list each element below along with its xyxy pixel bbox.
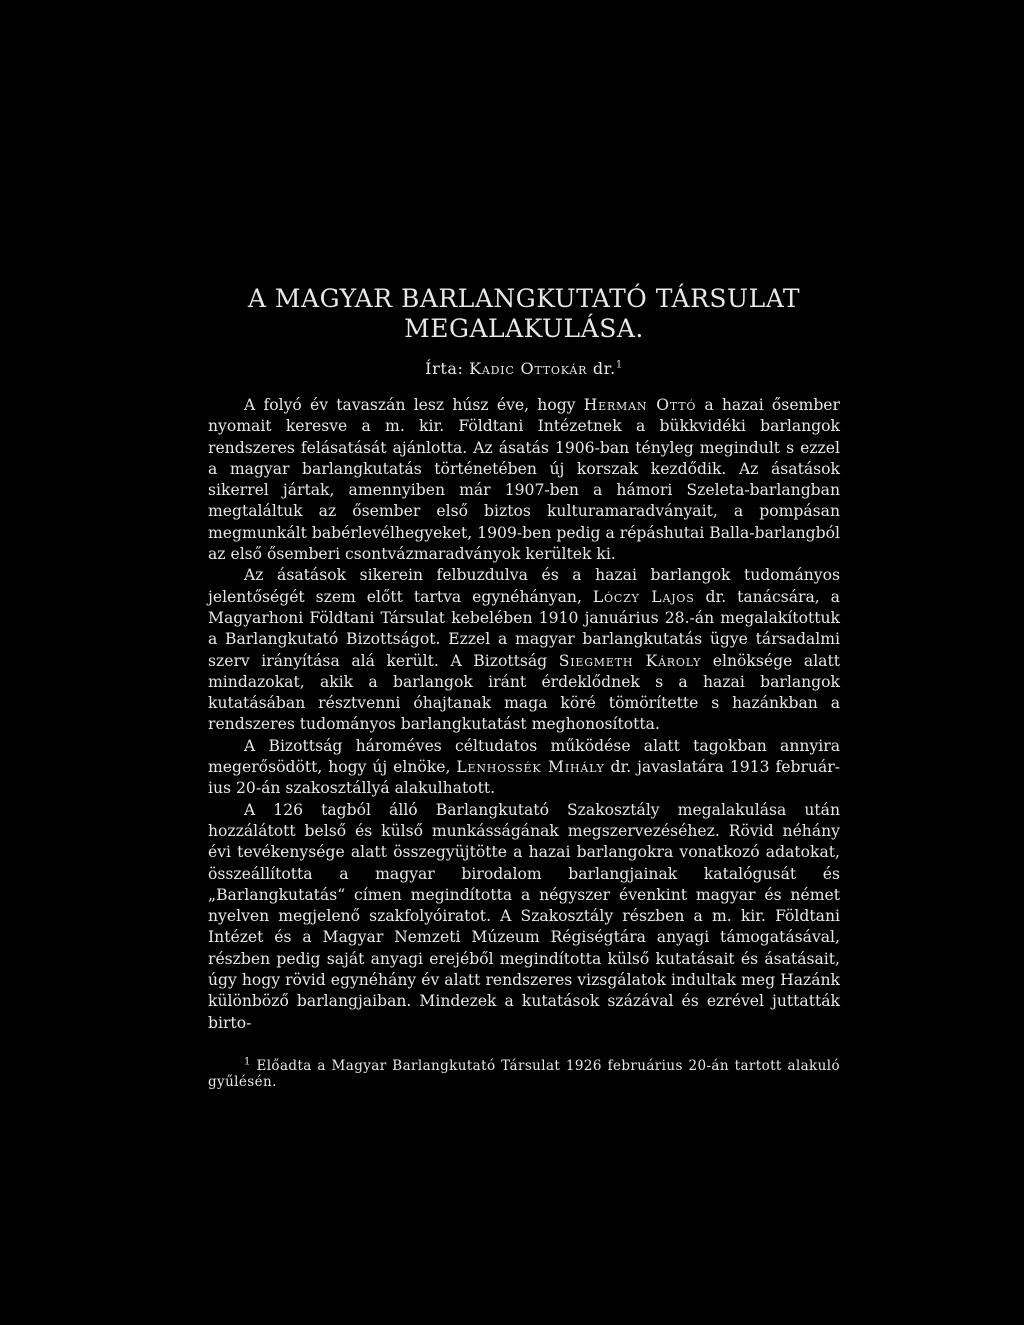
person-name-lenhossek: Lenhossék Mihály: [456, 758, 605, 777]
person-name-loczy: Lóczy Lajos: [592, 587, 695, 606]
paragraph-1-part-a: A folyó év tavaszán lesz húsz éve, hogy: [244, 396, 576, 414]
paragraph-4: A 126 tagból álló Barlangkutató Szakosztály megalakulása után hozzálátott belső és külső munkásságának megszervezéséhez. Rövid néhány évi tevékenysége alatt összegyüjtötte a hazai barlangokra vonatkozó adatokat, összeállította a magyar birodalom barlangjainak katalógusát és „Barlangkutatás“ címen megindította a négyszer évenkint magyar és német nyelven megjelenő szakfolyóiratot. A Szakosztály részben a m. kir. Földtani Intézet és a Magyar Nemzeti Múzeum Régiségtára anyagi támogatásával, részben pedig saját anyagi erejéből megindította külső kutatásait és ásatásait, úgy hogy rövid egynéhány év alatt rendszeres vizsgálatok indultak meg Hazánk különböző barlangjaiban. Mindezek a kutatások százával és ezrével juttatták birto-: [208, 800, 840, 1032]
byline-prefix: Írta:: [425, 359, 464, 378]
article-body: [208, 395, 840, 1034]
paragraph-2: [208, 565, 840, 735]
page-title: [208, 284, 840, 344]
paragraph-3: [208, 736, 840, 800]
person-name-herman: Herman Ottó: [583, 396, 697, 414]
paragraph-1-part-b: a hazai ősember nyomait keresve a m. kir. Földtani Intézetnek a bükkvidéki barlangok rendszeres felásatását ajánlotta. Az ásatás 1906-ban tényleg megindult s ezzel a magyar barlangkutatás történetében új korszak kezdődik. Az ásatások sikerrel jártak, amennyiben már 1907-ben a hámori Szeleta-barlangban megtaláltuk az ősember első biztos kulturamaradványait, a pompásan megmunkált babérlevélhegyeket, 1909-ben pedig a répáshutai Balla-barlangból az első ősemberi csontvázmaradványok kerültek ki.: [208, 396, 840, 564]
footnote-mark: 1: [615, 359, 623, 371]
paragraph-3-part-b: dr. javaslatára 1913 februárius 20-án szakosztállyá alakulhatott.: [208, 758, 840, 798]
footnote: [208, 1058, 840, 1091]
title-line-1: A MAGYAR BARLANGKUTATÓ TÁRSULAT: [247, 284, 801, 313]
author-suffix: dr.: [592, 359, 616, 378]
document-page: [208, 284, 840, 1091]
paragraph-2-part-c: elnöksége alatt mindazokat, akik a barlangok iránt érdeklődnek s a hazai barlangok kutatásában résztvenni óhajtanak maga köré tömörítette s hazánkban a rendszeres tudományos barlangkutatást meghonosította.: [208, 651, 841, 734]
paragraph-2-part-a: Az ásatások sikerein felbuzdulva és a hazai barlangok tudományos jelentőségét szem előtt tartva egynéhányan,: [208, 566, 840, 606]
title-line-2: MEGALAKULÁSA.: [404, 314, 644, 343]
byline: [208, 359, 840, 378]
person-name-siegmeth: Siegmeth Károly: [558, 651, 702, 670]
footnote-text: Előadta a Magyar Barlangkutató Társulat 1926 februárius 20-án tartott alakuló gyűlésén.: [208, 1057, 840, 1091]
footnote-number: 1: [244, 1056, 251, 1068]
paragraph-1: [208, 395, 840, 565]
author-name: Kadic Ottokár: [469, 359, 588, 378]
paragraph-2-part-b: dr. tanácsára, a Magyarhoni Földtani Társulat kebelében 1910 januárius 28.-án megalakítottuk a Barlangkutató Bizottságot. Ezzel a magyar barlangkutatás ügye társadalmi szerv irányítása alá került. A Bizottság: [208, 587, 840, 670]
paragraph-3-part-a: A Bizottság hároméves céltudatos működése alatt tagokban annyira megerősödött, hogy új elnöke,: [208, 736, 840, 777]
